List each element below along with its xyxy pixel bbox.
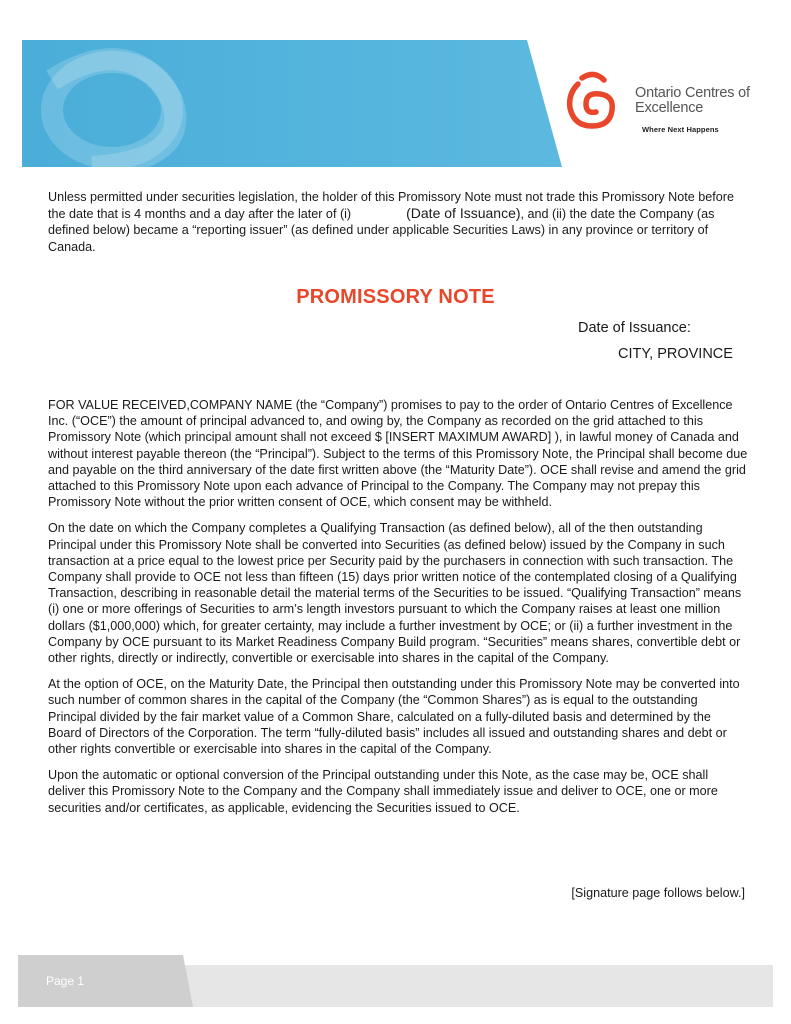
legend-text-2: , and (ii) the date the Company (as defined below) became a “reporting issuer” (as defined under applicable Securities Laws) in any province or territory of Canada. (48, 207, 715, 254)
legend-text-1: Unless permitted under securities legislation, the holder of this Promissory Note must not trade this Promissory Note before the date that is 4 months and a day after the later of (i) (48, 190, 734, 222)
logo-name: Ontario Centres of Excellence (635, 85, 750, 116)
date-of-issuance-label: Date of Issuance: (578, 320, 691, 336)
securities-legend (48, 189, 748, 255)
city-province: CITY, PROVINCE (618, 346, 733, 362)
footer-bar (18, 955, 773, 1007)
oce-logo (560, 70, 770, 150)
logo-tagline: Where Next Happens (642, 125, 719, 134)
paragraph-qualifying-transaction: On the date on which the Company completes a Qualifying Transaction (as defined below), all of the then outstanding Principal under this Promissory Note shall be converted into Securities (as defined below) issued by the Company in such transaction at a price equal to the lowest price per Security paid by the purchasers in connection with such transaction. The Company shall provide to OCE not less than fifteen (15) days prior written notice of the contemplated closing of a Qualifying Transaction, describing in reasonable detail the material terms of the Securities to be issued. “Qualifying Transaction” means (i) one or more offerings of Securities to arm’s length investors pursuant to which the Company raises at least one million dollars ($1,000,000) which, for greater certainty, may include a further investment by OCE; or (ii) a further investment in the Company by OCE pursuant to its Market Readiness Company Build program. “Securities” means shares, convertible debt or other rights, directly or indirectly, convertible or exercisable into shares in the capital of the Company. (48, 521, 742, 666)
page-number: Page 1 (46, 974, 85, 988)
oce-logo-mark-icon (560, 70, 626, 134)
signature-note: [Signature page follows below.] (571, 886, 745, 900)
paragraph-maturity-conversion: At the option of OCE, on the Maturity Date, the Principal then outstanding under this Promissory Note may be converted into such number of common shares in the capital of the Company (the “Common Shares”) as is equal to the outstanding Principal divided by the fair market value of a Common Share, calculated on a fully-diluted basis and determined by the Board of Directors of the Corporation. The term “fully-diluted basis” includes all issued and outstanding shares and debt or other rights convertible or exercisable into shares in the capital of the Company. (48, 677, 740, 757)
document-title: PROMISSORY NOTE (296, 286, 495, 308)
paragraph-value-received: FOR VALUE RECEIVED,COMPANY NAME (the “Company”) promises to pay to the order of Ontario Centres of Excellence Inc. (“OCE”) the amount of principal advanced to, and owing by, the Company as recorded on the grid attached to this Promissory Note (which principal amount shall not exceed $ [INSERT MAXIMUM AWARD] ), in lawful money of Canada and without interest payable thereon (the “Principal”). Subject to the terms of this Promissory Note, the Principal shall become due and payable on the third anniversary of the date first written above (the “Maturity Date”). OCE shall revise and amend the grid attached to this Promissory Note upon each advance of Principal to the Company. The Company may not prepay this Promissory Note without the prior written consent of OCE, which consent may be withheld. (48, 398, 748, 510)
paragraph-delivery: Upon the automatic or optional conversion of the Principal outstanding under this Note, as the case may be, OCE shall deliver this Promissory Note to the Company and the Company shall immediately issue and deliver to OCE, one or more securities and/or certificates, as applicable, evidencing the Securities issued to OCE. (48, 768, 718, 815)
note-body (48, 397, 748, 826)
date-of-issuance-field: (Date of Issuance) (406, 205, 521, 222)
